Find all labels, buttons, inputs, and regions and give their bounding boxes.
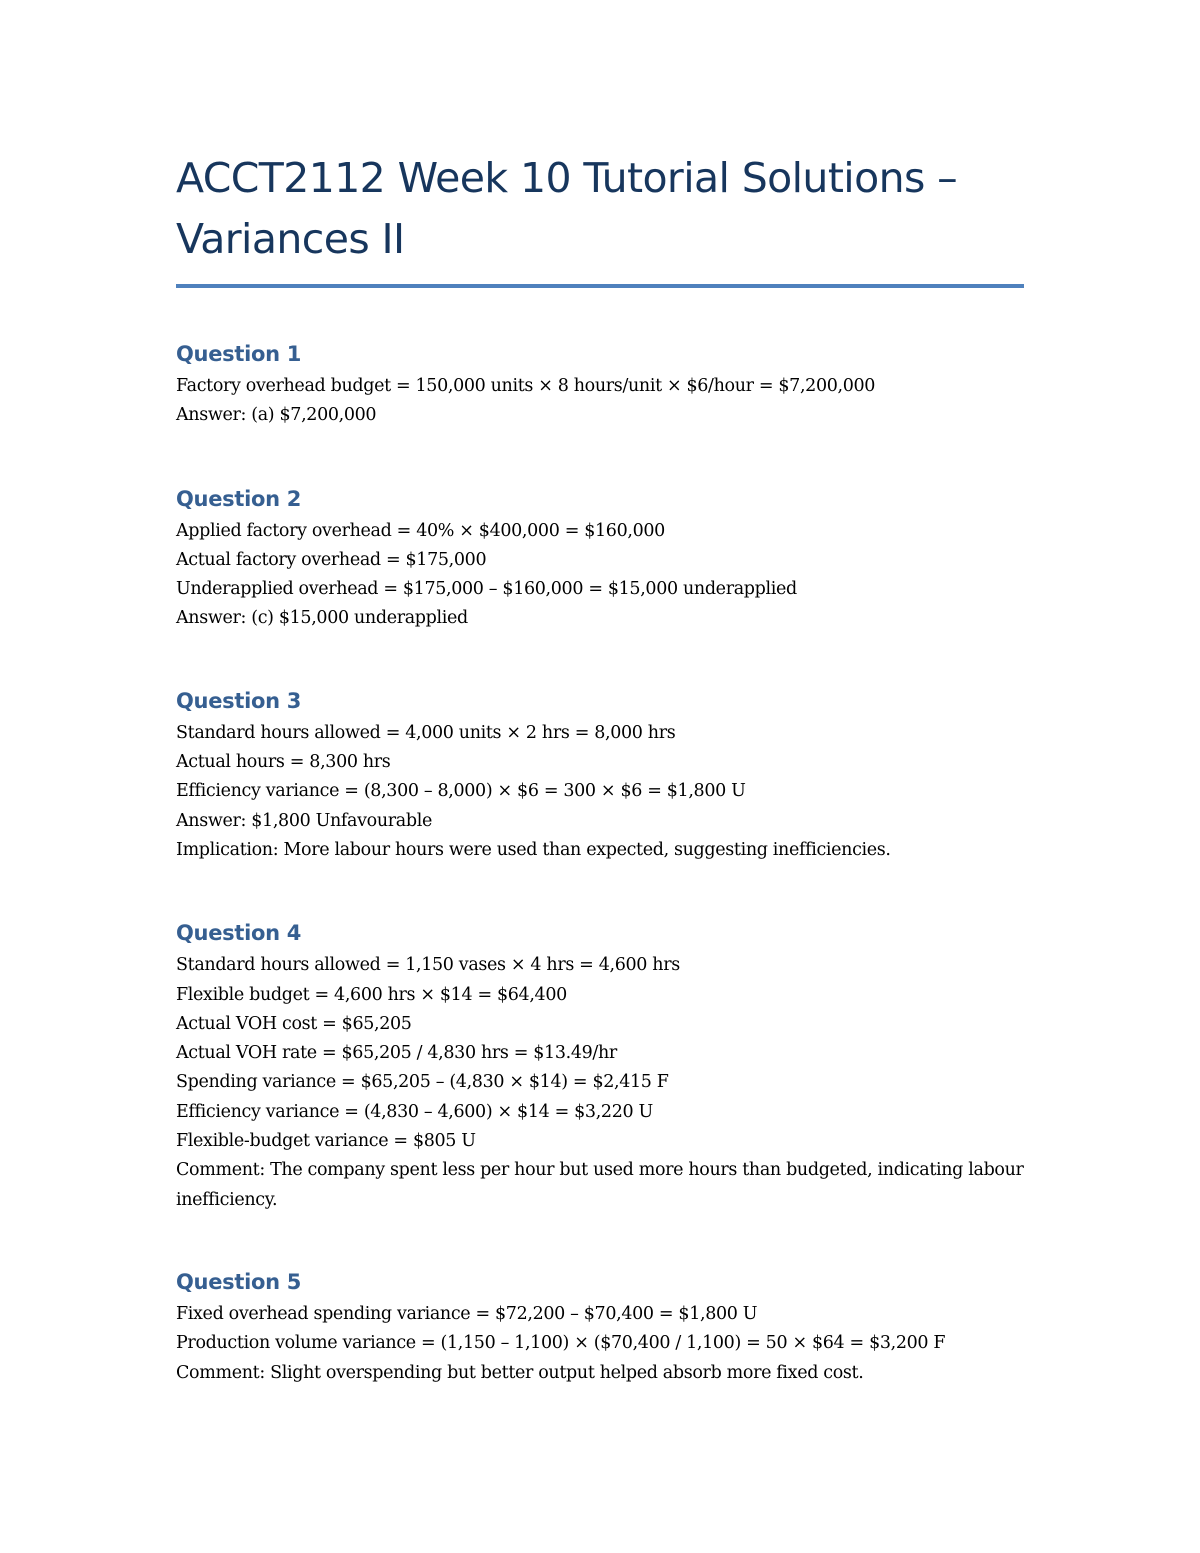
- comment-line: Comment: The company spent less per hour but used more hours than budgeted, indicating labour inefficiency.: [176, 1160, 1024, 1210]
- question-1-section: [176, 339, 1024, 431]
- answer-line: Answer: (c) $15,000 underapplied: [176, 608, 468, 629]
- solution-line: Actual factory overhead = $175,000: [176, 549, 487, 570]
- solution-line: Production volume variance = (1,150 – 1,100) × ($70,400 / 1,100) = 50 × $64 = $3,200 F: [176, 1333, 946, 1354]
- implication-line: Implication: More labour hours were used than expected, suggesting inefficiencies.: [176, 839, 891, 860]
- comment-line: Comment: Slight overspending but better output helped absorb more fixed cost.: [176, 1362, 864, 1383]
- question-5-section: [176, 1267, 1024, 1388]
- solution-line: Actual VOH rate = $65,205 / 4,830 hrs = $13.49/hr: [176, 1043, 617, 1064]
- solution-line: Efficiency variance = (4,830 – 4,600) × $14 = $3,220 U: [176, 1101, 653, 1122]
- solution-line: Factory overhead budget = 150,000 units × 8 hours/unit × $6/hour = $7,200,000: [176, 376, 876, 396]
- question-heading: Question 1: [176, 342, 302, 366]
- question-4-section: [176, 918, 1024, 1215]
- solution-line: Flexible-budget variance = $805 U: [176, 1131, 476, 1152]
- solution-line: Applied factory overhead = 40% × $400,000 = $160,000: [176, 520, 665, 541]
- answer-line: Answer: (a) $7,200,000: [176, 405, 377, 426]
- solution-line: Flexible budget = 4,600 hrs × $14 = $64,400: [176, 984, 567, 1005]
- question-heading: Question 5: [176, 1269, 302, 1294]
- solution-line: Actual hours = 8,300 hrs: [176, 752, 391, 773]
- question-heading: Question 2: [176, 486, 302, 511]
- question-heading: Question 3: [176, 688, 302, 713]
- question-heading: Question 4: [176, 921, 302, 946]
- solution-line: Actual VOH cost = $65,205: [176, 1013, 412, 1034]
- solution-line: Fixed overhead spending variance = $72,200 – $70,400 = $1,800 U: [176, 1303, 758, 1324]
- title-underline-rule: [176, 284, 1024, 288]
- document-title: ACCT2112 Week 10 Tutorial Solutions – Variances II: [176, 154, 958, 263]
- solution-line: Underapplied overhead = $175,000 – $160,000 = $15,000 underapplied: [176, 579, 797, 600]
- question-2-section: [176, 484, 1024, 634]
- solution-line: Spending variance = $65,205 – (4,830 × $14) = $2,415 F: [176, 1072, 669, 1093]
- solution-line: Standard hours allowed = 4,000 units × 2 hrs = 8,000 hrs: [176, 722, 676, 743]
- answer-line: Answer: $1,800 Unfavourable: [176, 810, 432, 831]
- solution-line: Standard hours allowed = 1,150 vases × 4 hrs = 4,600 hrs: [176, 955, 680, 976]
- solution-line: Efficiency variance = (8,300 – 8,000) × $6 = 300 × $6 = $1,800 U: [176, 781, 746, 802]
- question-3-section: [176, 686, 1024, 865]
- document-page: [176, 148, 1024, 1388]
